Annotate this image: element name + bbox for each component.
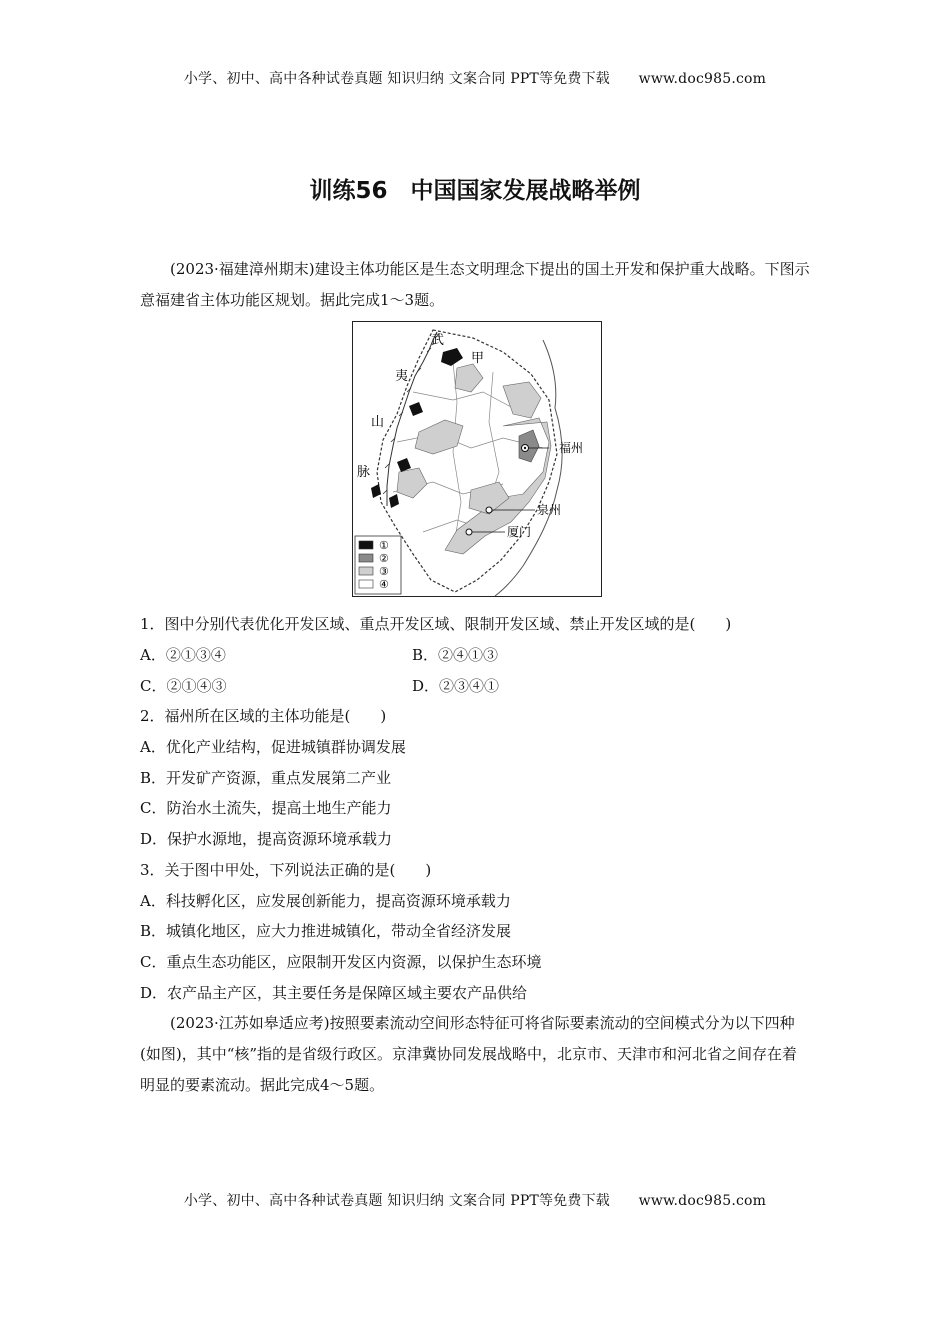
page-header: [0, 68, 950, 88]
legend-label-4: ④: [379, 578, 389, 591]
label-xiamen: 厦门: [507, 525, 532, 539]
label-yi: 夷: [395, 369, 409, 384]
footer-site-link[interactable]: www.doc985.com: [638, 1193, 767, 1209]
map-legend: [355, 536, 401, 594]
q3-option-a[interactable]: A．科技孵化区，应发展创新能力，提高资源环境承载力: [140, 892, 511, 910]
intro-paragraph-1: (2023·福建漳州期末)建设主体功能区是生态文明理念下提出的国土开发和保护重大战略。下图示意福建省主体功能区规划。据此完成1～3题。: [140, 260, 810, 309]
intro-paragraph-2: (2023·江苏如皋适应考)按照要素流动空间形态特征可将省际要素流动的空间模式分为以下四种(如图)，其中“核”指的是省级行政区。京津冀协同发展战略中，北京市、天津市和河北省之间存在着明显的要素流动。据此完成4～5题。: [140, 1014, 798, 1094]
legend-swatch-3: [359, 567, 373, 575]
q3-stem: 3．关于图中甲处，下列说法正确的是( ): [140, 861, 432, 879]
q3-option-b[interactable]: B．城镇化地区，应大力推进城镇化，带动全省经济发展: [140, 922, 512, 940]
q3-option-d[interactable]: D．农产品主产区，其主要任务是保障区域主要农产品供给: [140, 984, 528, 1002]
label-mai: 脉: [357, 465, 371, 480]
label-jia: 甲: [471, 351, 485, 366]
label-fuzhou: 福州: [559, 441, 584, 455]
legend-swatch-1: [359, 541, 373, 549]
footer-text: 小学、初中、高中各种试卷真题 知识归纳 文案合同 PPT等免费下载: [183, 1193, 610, 1209]
legend-swatch-2: [359, 554, 373, 562]
q2-option-c[interactable]: C．防治水土流失，提高土地生产能力: [140, 799, 392, 817]
fujian-zoning-map: [352, 321, 602, 597]
legend-label-1: ①: [379, 539, 389, 552]
legend-swatch-4: [359, 580, 373, 588]
label-shan: 山: [371, 415, 385, 430]
q1-option-a[interactable]: A．②①③④: [140, 646, 226, 664]
q1-option-b[interactable]: B．②④①③: [412, 646, 499, 664]
q2-stem: 2．福州所在区域的主体功能是( ): [140, 707, 387, 725]
map-svg: [353, 322, 601, 596]
legend-label-2: ②: [379, 552, 389, 565]
q1-stem: 1．图中分别代表优化开发区域、重点开发区域、限制开发区域、禁止开发区域的是( ): [140, 615, 732, 633]
q3-option-c[interactable]: C．重点生态功能区，应限制开发区内资源，以保护生态环境: [140, 953, 542, 971]
page-title: 训练56 中国国家发展战略举例: [309, 178, 641, 204]
header-site-link[interactable]: www.doc985.com: [638, 71, 767, 87]
label-wu: 武: [431, 333, 445, 348]
page-footer: [0, 1190, 950, 1210]
q2-option-a[interactable]: A．优化产业结构，促进城镇群协调发展: [140, 738, 406, 756]
label-quanzhou: 泉州: [537, 503, 562, 517]
legend-label-3: ③: [379, 565, 389, 578]
q1-option-d[interactable]: D．②③④①: [412, 677, 500, 695]
q2-option-b[interactable]: B．开发矿产资源，重点发展第二产业: [140, 769, 392, 787]
q1-option-c[interactable]: C．②①④③: [140, 677, 227, 695]
header-text: 小学、初中、高中各种试卷真题 知识归纳 文案合同 PPT等免费下载: [183, 71, 610, 87]
q2-option-d[interactable]: D．保护水源地，提高资源环境承载力: [140, 830, 393, 848]
